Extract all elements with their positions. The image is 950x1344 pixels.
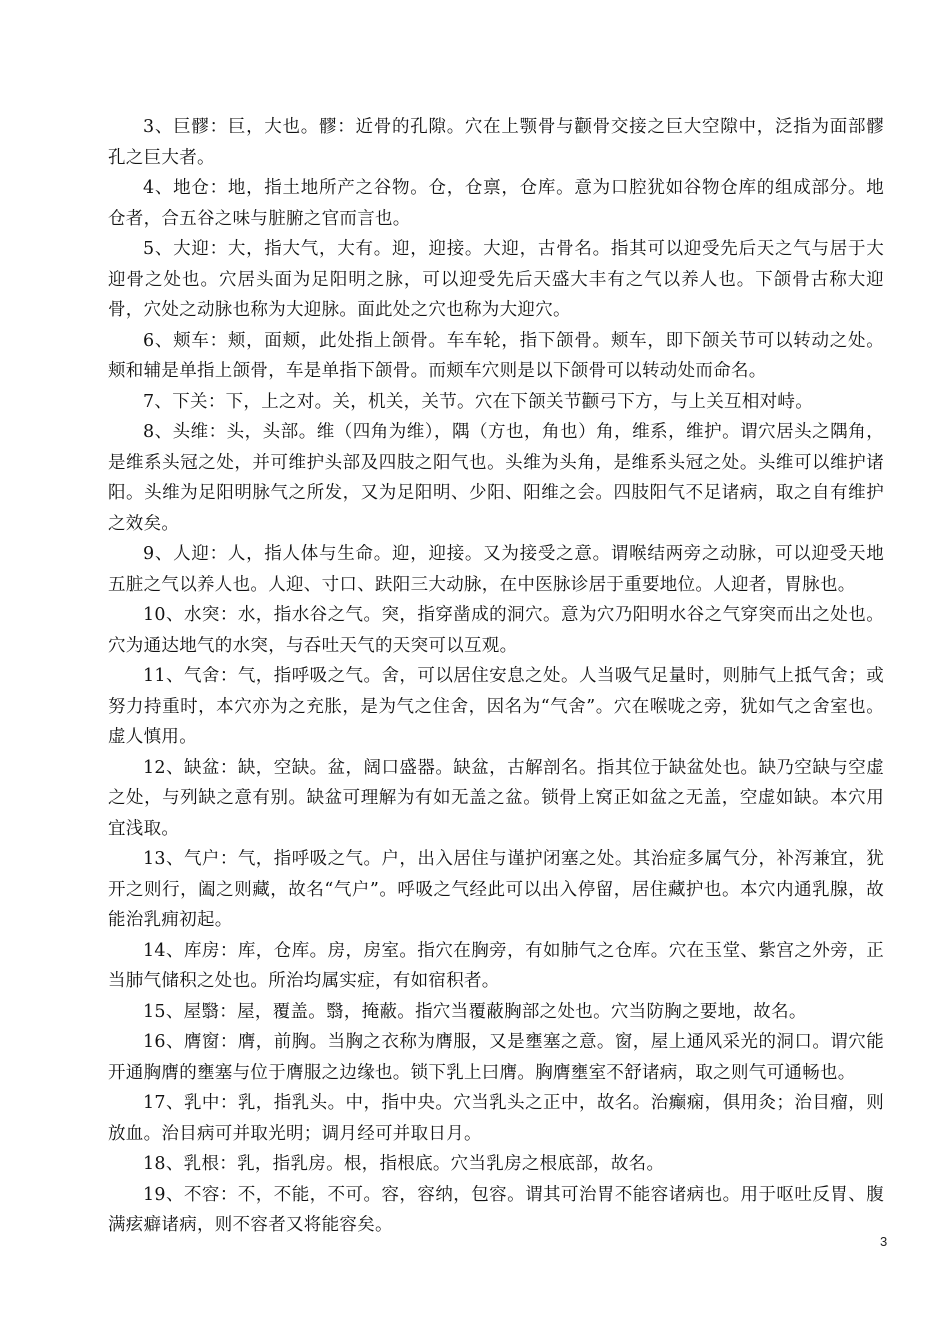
paragraph-quepen: 12、缺盆：缺，空缺。盆，阔口盛器。缺盆，古解剖名。指其位于缺盆处也。缺乃空缺与空虚之处，与列缺之意有别。缺盆可理解为有如无盖之盆。锁骨上窝正如盆之无盖，空虚如缺。本穴用宜浅取。 — [108, 757, 884, 839]
paragraph-burong: 19、不容：不，不能，不可。容，容纳，包容。谓其可治胃不能容诸病也。用于呕吐反胃、腹满痃癖诸病，则不容者又将能容矣。 — [108, 1184, 884, 1235]
paragraph-juliao: 3、巨髎：巨，大也。髎：近骨的孔隙。穴在上颚骨与颧骨交接之巨大空隙中，泛指为面部髎孔之巨大者。 — [108, 117, 884, 168]
paragraph-rugen: 18、乳根：乳，指乳房。根，指根底。穴当乳房之根底部，故名。 — [143, 1154, 665, 1174]
paragraph-ruzhong: 17、乳中：乳，指乳头。中，指中央。穴当乳头之正中，故名。治癫痫，俱用灸；治目瘤，则放血。治目病可并取光明；调月经可并取日月。 — [108, 1093, 884, 1144]
paragraph-dicang: 4、地仓：地，指土地所产之谷物。仓，仓禀，仓库。意为口腔犹如谷物仓库的组成部分。地仓者，合五谷之味与脏腑之官而言也。 — [108, 178, 884, 229]
paragraph-shuitu: 10、水突：水，指水谷之气。突，指穿凿成的洞穴。意为穴乃阳明水谷之气穿突而出之处也。穴为通达地气的水突，与吞吐天气的天突可以互观。 — [108, 605, 884, 656]
body-text — [108, 112, 884, 1241]
paragraph-qihu: 13、气户：气，指呼吸之气。户，出入居住与谨护闭塞之处。其治症多属气分，补泻兼宜，犹开之则行，阖之则藏，故名“气户”。呼吸之气经此可以出入停留，居住藏护也。本穴内通乳腺，故能治乳痈初起。 — [108, 849, 884, 930]
paragraph-touwei: 8、头维：头，头部。维（四角为维），隅（方也，角也）角，维系，维护。谓穴居头之隅角，是维系头冠之处，并可维护头部及四肢之阳气也。头维为头角，是维系头冠之处。头维可以维护诸阳。头维为足阳明脉气之所发，又为足阳明、少阳、阳维之会。四肢阳气不足诸病，取之自有维护之效矣。 — [108, 422, 884, 534]
paragraph-yingchuang: 16、膺窗：膺，前胸。当胸之衣称为膺服，又是壅塞之意。窗，屋上通风采光的洞口。谓穴能开通胸膺的壅塞与位于膺服之边缘也。锁下乳上曰膺。胸膺壅室不舒诸病，取之则气可通畅也。 — [108, 1032, 884, 1083]
paragraph-jiache: 6、颊车：颊，面颊，此处指上颌骨。车车轮，指下颌骨。颊车，即下颌关节可以转动之处。颊和辅是单指上颌骨，车是单指下颌骨。而颊车穴则是以下颌骨可以转动处而命名。 — [108, 330, 884, 381]
paragraph-daying: 5、大迎：大，指大气，大有。迎，迎接。大迎，古骨名。指其可以迎受先后天之气与居于大迎骨之处也。穴居头面为足阳明之脉，可以迎受先后天盛大丰有之气以养人也。下颌骨古称大迎骨，穴处之动脉也称为大迎脉。面此处之穴也称为大迎穴。 — [108, 239, 884, 320]
paragraph-renying: 9、人迎：人，指人体与生命。迎，迎接。又为接受之意。谓喉结两旁之动脉，可以迎受天地五脏之气以养人也。人迎、寸口、趺阳三大动脉，在中医脉诊居于重要地位。人迎者，胃脉也。 — [108, 544, 884, 595]
paragraph-wuyi: 15、屋翳：屋，覆盖。翳，掩蔽。指穴当覆蔽胸部之处也。穴当防胸之要地，故名。 — [143, 1001, 807, 1022]
paragraph-xiaguan: 7、下关：下，上之对。关，机关，关节。穴在下颌关节颧弓下方，与上关互相对峙。 — [143, 391, 814, 412]
page-number: 3 — [880, 1234, 888, 1249]
paragraph-qishe: 11、气舍：气，指呼吸之气。舍，可以居住安息之处。人当吸气足量时，则肺气上抵气舍；或努力持重时，本穴亦为之充胀，是为气之住舍，因名为“气舍”。穴在喉咙之旁，犹如气之舍室也。虚人慎用。 — [108, 666, 884, 747]
paragraph-kufang: 14、库房：库，仓库。房，房室。指穴在胸旁，有如肺气之仓库。穴在玉堂、紫宫之外旁，正当肺气储积之处也。所治均属实症，有如宿积者。 — [108, 940, 884, 991]
